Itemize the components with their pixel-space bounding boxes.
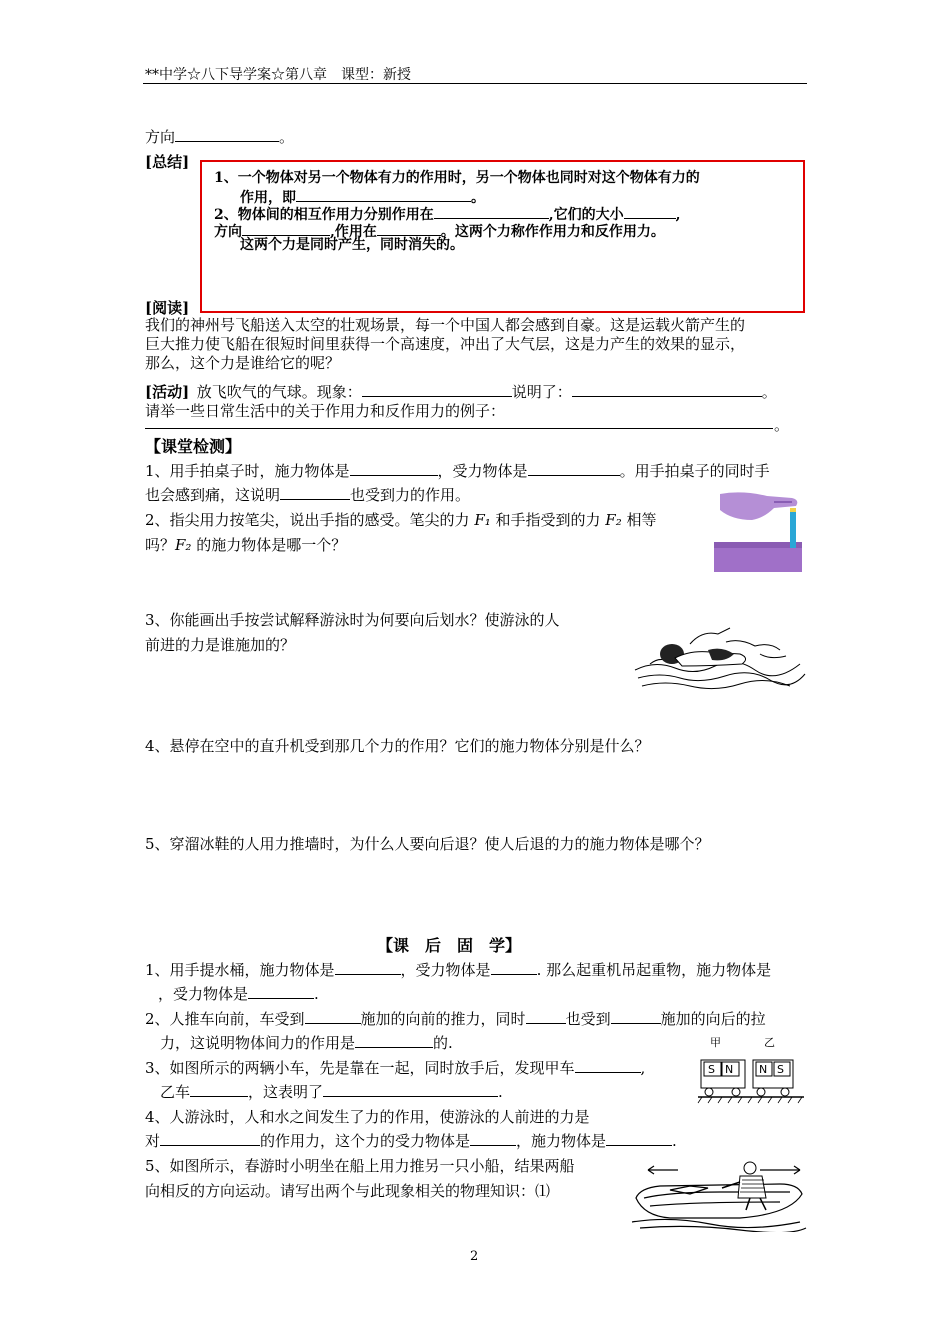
- answer-blank[interactable]: [624, 203, 676, 219]
- answer-blank[interactable]: [305, 1008, 361, 1024]
- answer-blank[interactable]: [575, 1057, 641, 1073]
- class-q3-line-2: 前进的力是谁施加的？: [145, 636, 296, 654]
- summary-line-2: 作用，即 。: [240, 186, 485, 207]
- answer-blank[interactable]: [606, 1130, 672, 1146]
- after-q3-line-1: 3、如图所示的两辆小车，先是靠在一起，同时放手后，发现甲车 ,: [145, 1059, 646, 1077]
- answer-blank[interactable]: [611, 1008, 661, 1024]
- answer-blank[interactable]: [491, 959, 537, 975]
- reading-tag: [阅读]: [145, 299, 190, 317]
- magnet-pole-n1: N: [725, 1063, 734, 1076]
- reading-line-3: 那么，这个力是谁给它的呢？: [145, 354, 341, 372]
- magnet-pole-s2: S: [777, 1063, 784, 1076]
- activity-line-2: 请举一些日常生活中的关于作用力和反作用力的例子：: [145, 402, 506, 420]
- after-q5-line-2: 向相反的方向运动。请写出两个与此现象相关的物理知识：⑴: [145, 1182, 551, 1200]
- after-class-title: 【课 后 固 学】: [377, 936, 522, 955]
- class-q1-line-2: 也会感到痛，这说明 也受到力的作用。: [145, 486, 471, 504]
- after-q1-line-1: 1、用手提水桶，施力物体是 ，受力物体是 . 那么起重机吊起重物，施力物体是: [145, 961, 772, 979]
- after-q5-line-1: 5、如图所示，春游时小明坐在船上用力推另一只小船，结果两船: [145, 1157, 575, 1175]
- summary-line-4: 方向 ,作用在 。这两个力称作作用力和反作用力。: [214, 220, 665, 241]
- activity-line-2-end: 。: [774, 416, 790, 434]
- cart-label-yi: 乙: [764, 1036, 775, 1049]
- swimmer-image: [630, 620, 810, 692]
- answer-blank[interactable]: [526, 1008, 566, 1024]
- after-q1-line-2: ，受力物体是 .: [158, 985, 319, 1003]
- answer-blank[interactable]: [377, 220, 441, 236]
- magnet-pole-s1: S: [708, 1063, 715, 1076]
- after-q4-line-1: 4、人游泳时，人和水之间发生了力的作用，使游泳的人前进的力是: [145, 1108, 590, 1126]
- activity-answer-line[interactable]: [145, 428, 773, 429]
- direction-line: 方向 。: [145, 128, 295, 146]
- answer-blank[interactable]: [335, 959, 401, 975]
- class-q2-line-1: 2、指尖用力按笔尖，说出手指的感受。笔尖的力 F₁ 和手指受到的力 F₂ 相等: [145, 511, 657, 529]
- class-q5: 5、穿溜冰鞋的人用力推墙时，为什么人要向后退？使人后退的力的施力物体是哪个？: [145, 835, 710, 853]
- cart-label-jia: 甲: [710, 1036, 721, 1049]
- answer-blank[interactable]: [175, 126, 279, 142]
- boats-image: [630, 1158, 808, 1232]
- page-header: **中学☆八下导学案☆第八章 课型：新授: [145, 67, 411, 83]
- magnet-carts-image: [696, 1034, 808, 1108]
- after-q3-line-2: 乙车 ，这表明了 .: [160, 1083, 503, 1101]
- class-q1-line-1: 1、用手拍桌子时，施力物体是 ，受力物体是 。用手拍桌子的同时手: [145, 462, 770, 480]
- summary-line-5: 这两个力是同时产生，同时消失的。: [240, 237, 464, 253]
- magnet-pole-n2: N: [759, 1063, 768, 1076]
- answer-blank[interactable]: [323, 1081, 498, 1097]
- answer-blank[interactable]: [470, 1130, 516, 1146]
- answer-blank[interactable]: [572, 381, 762, 397]
- answer-blank[interactable]: [434, 203, 549, 219]
- finger-pen-image: [712, 490, 804, 574]
- answer-blank[interactable]: [355, 1032, 433, 1048]
- answer-blank[interactable]: [242, 220, 330, 236]
- header-rule: [143, 83, 807, 84]
- class-q3-line-1: 3、你能画出手按尝试解释游泳时为何要向后划水？使游泳的人: [145, 611, 560, 629]
- answer-blank[interactable]: [350, 460, 438, 476]
- page-number: 2: [470, 1249, 479, 1264]
- after-q2-line-2: 力，这说明物体间力的作用是 的.: [160, 1034, 453, 1052]
- class-q2-line-2: 吗？F₂ 的施力物体是哪一个？: [145, 536, 347, 554]
- class-q4: 4、悬停在空中的直升机受到那几个力的作用？它们的施力物体分别是什么？: [145, 737, 650, 755]
- reading-line-1: 我们的神州号飞船送入太空的壮观场景，每一个中国人都会感到自豪。这是运载火箭产生的: [145, 316, 746, 334]
- answer-blank[interactable]: [362, 381, 512, 397]
- after-q4-line-2: 对 的作用力，这个力的受力物体是 ，施力物体是 .: [145, 1132, 677, 1150]
- summary-tag: [总结]: [145, 153, 190, 171]
- class-check-title: 【课堂检测】: [145, 437, 242, 456]
- answer-blank[interactable]: [190, 1081, 248, 1097]
- answer-blank[interactable]: [528, 460, 620, 476]
- after-q2-line-1: 2、人推车向前，车受到 施加的向前的推力，同时 也受到 施加的向后的拉: [145, 1010, 766, 1028]
- summary-line-1: 1、一个物体对另一个物体有力的作用时，另一个物体也同时对这个物体有力的: [214, 170, 700, 186]
- answer-blank[interactable]: [248, 983, 314, 999]
- answer-blank[interactable]: [160, 1130, 260, 1146]
- answer-blank[interactable]: [296, 186, 471, 202]
- summary-line-3: 2、物体间的相互作用力分别作用在 ,它们的大小 ,: [214, 203, 681, 224]
- answer-blank[interactable]: [280, 484, 350, 500]
- activity-line-1: [活动] 放飞吹气的气球。现象： 说明了： 。: [145, 383, 777, 401]
- reading-line-2: 巨大推力使飞船在很短时间里获得一个高速度，冲出了大气层，这是力产生的效果的显示，: [145, 335, 746, 353]
